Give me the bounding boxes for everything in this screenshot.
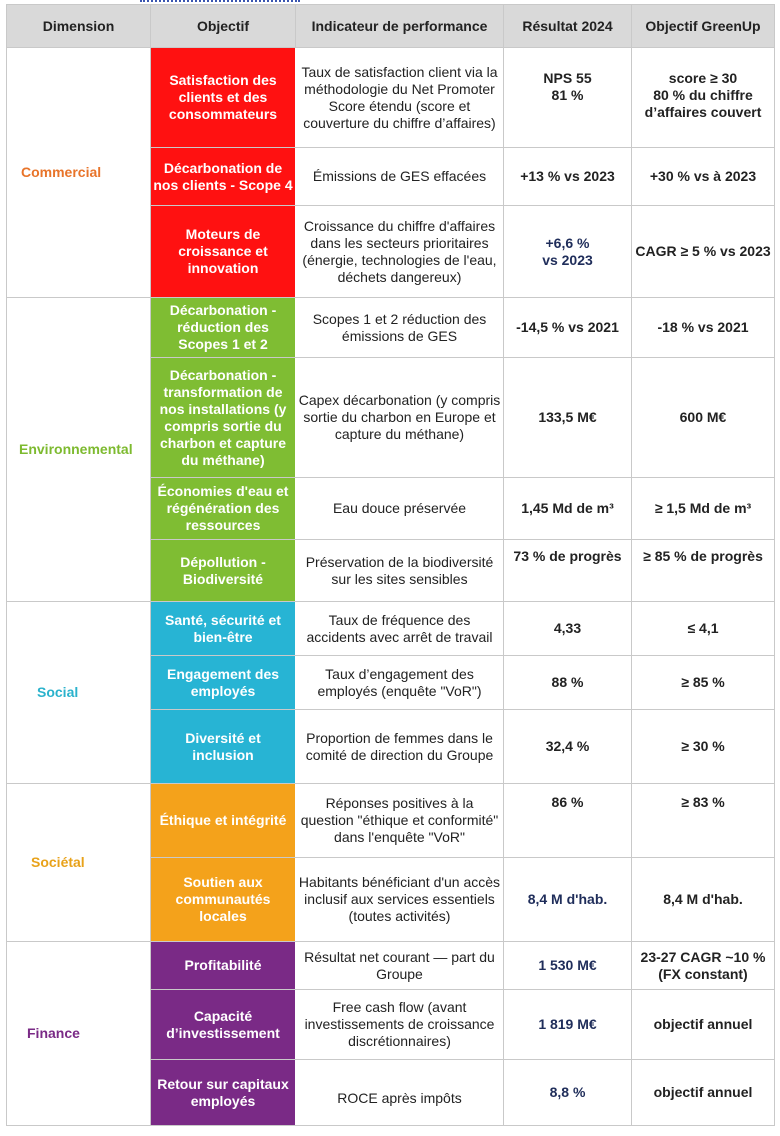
resultat-cell: -14,5 % vs 2021 bbox=[504, 298, 632, 358]
resultat-cell: 1,45 Md de m³ bbox=[504, 478, 632, 540]
greenup-cell: score ≥ 30 80 % du chiffre d’affaires couvert bbox=[632, 48, 775, 148]
indicateur-cell: Taux de fréquence des accidents avec arrêt de travail bbox=[296, 602, 504, 656]
resultat-cell: +13 % vs 2023 bbox=[504, 148, 632, 206]
greenup-cell: 8,4 M d'hab. bbox=[632, 858, 775, 942]
objectif-cell: Engagement des employés bbox=[151, 656, 296, 710]
indicateur-cell: Free cash flow (avant investissements de croissance discrétionnaires) bbox=[296, 990, 504, 1060]
greenup-cell: +30 % vs à 2023 bbox=[632, 148, 775, 206]
greenup-cell: CAGR ≥ 5 % vs 2023 bbox=[632, 206, 775, 298]
greenup-cell: ≥ 30 % bbox=[632, 710, 775, 784]
objectif-cell: Retour sur capitaux employés bbox=[151, 1060, 296, 1126]
table-row bbox=[7, 48, 775, 148]
table-row bbox=[7, 784, 775, 858]
greenup-cell: objectif annuel bbox=[632, 1060, 775, 1126]
objectif-cell: Capacité d’investissement bbox=[151, 990, 296, 1060]
indicateur-cell: ROCE après impôts bbox=[296, 1060, 504, 1126]
indicateur-cell: Résultat net courant — part du Groupe bbox=[296, 942, 504, 990]
objectif-cell: Décarbonation - réduction des Scopes 1 et 2 bbox=[151, 298, 296, 358]
greenup-cell: ≥ 85 % de progrès bbox=[632, 540, 775, 602]
header-resultat: Résultat 2024 bbox=[504, 5, 632, 48]
resultat-cell: NPS 55 81 % bbox=[504, 48, 632, 148]
greenup-cell: ≥ 1,5 Md de m³ bbox=[632, 478, 775, 540]
resultat-cell: 86 % bbox=[504, 784, 632, 858]
objectif-cell: Soutien aux communautés locales bbox=[151, 858, 296, 942]
indicateur-cell: Habitants bénéficiant d'un accès inclusif aux services essentiels (toutes activités) bbox=[296, 858, 504, 942]
resultat-cell: 8,4 M d'hab. bbox=[504, 858, 632, 942]
dimension-environnemental: Environnemental bbox=[7, 298, 151, 602]
indicateur-cell: Croissance du chiffre d'affaires dans les secteurs prioritaires (énergie, technologies de l'eau, déchets dangereux) bbox=[296, 206, 504, 298]
resultat-cell: 4,33 bbox=[504, 602, 632, 656]
header-indicateur: Indicateur de performance bbox=[296, 5, 504, 48]
indicateur-cell: Préservation de la biodiversité sur les sites sensibles bbox=[296, 540, 504, 602]
objectif-cell: Économies d'eau et régénération des ressources bbox=[151, 478, 296, 540]
header-dimension: Dimension bbox=[7, 5, 151, 48]
greenup-cell: ≥ 83 % bbox=[632, 784, 775, 858]
header-greenup: Objectif GreenUp bbox=[632, 5, 775, 48]
objectif-cell: Santé, sécurité et bien-être bbox=[151, 602, 296, 656]
objectif-cell: Dépollution - Biodiversité bbox=[151, 540, 296, 602]
table-row bbox=[7, 298, 775, 358]
header-objectif: Objectif bbox=[151, 5, 296, 48]
table-row bbox=[7, 602, 775, 656]
indicateur-cell: Eau douce préservée bbox=[296, 478, 504, 540]
greenup-cell: 600 M€ bbox=[632, 358, 775, 478]
objectif-cell: Diversité et inclusion bbox=[151, 710, 296, 784]
performance-table bbox=[6, 4, 775, 1126]
objectif-cell: Décarbonation de nos clients - Scope 4 bbox=[151, 148, 296, 206]
greenup-cell: 23-27 CAGR ~10 % (FX constant) bbox=[632, 942, 775, 990]
dimension-finance: Finance bbox=[7, 942, 151, 1126]
header-row bbox=[7, 5, 775, 48]
indicateur-cell: Capex décarbonation (y compris sortie du charbon en Europe et capture du méthane) bbox=[296, 358, 504, 478]
resultat-cell: +6,6 % vs 2023 bbox=[504, 206, 632, 298]
indicateur-cell: Proportion de femmes dans le comité de direction du Groupe bbox=[296, 710, 504, 784]
objectif-cell: Profitabilité bbox=[151, 942, 296, 990]
greenup-cell: -18 % vs 2021 bbox=[632, 298, 775, 358]
table-row bbox=[7, 942, 775, 990]
dimension-societal: Sociétal bbox=[7, 784, 151, 942]
objectif-cell: Décarbonation - transformation de nos installations (y compris sortie du charbon et capture du méthane) bbox=[151, 358, 296, 478]
objectif-cell: Satisfaction des clients et des consommateurs bbox=[151, 48, 296, 148]
greenup-cell: ≤ 4,1 bbox=[632, 602, 775, 656]
dimension-commercial: Commercial bbox=[7, 48, 151, 298]
resultat-cell: 32,4 % bbox=[504, 710, 632, 784]
resultat-cell: 88 % bbox=[504, 656, 632, 710]
resultat-cell: 1 819 M€ bbox=[504, 990, 632, 1060]
indicateur-cell: Scopes 1 et 2 réduction des émissions de GES bbox=[296, 298, 504, 358]
indicateur-cell: Émissions de GES effacées bbox=[296, 148, 504, 206]
resultat-cell: 8,8 % bbox=[504, 1060, 632, 1126]
greenup-cell: ≥ 85 % bbox=[632, 656, 775, 710]
indicateur-cell: Taux de satisfaction client via la méthodologie du Net Promoter Score étendu (score et couverture du chiffre d’affaires) bbox=[296, 48, 504, 148]
resultat-cell: 133,5 M€ bbox=[504, 358, 632, 478]
indicateur-cell: Réponses positives à la question "éthique et conformité" dans l'enquête "VoR" bbox=[296, 784, 504, 858]
resultat-cell: 73 % de progrès bbox=[504, 540, 632, 602]
greenup-cell: objectif annuel bbox=[632, 990, 775, 1060]
resultat-cell: 1 530 M€ bbox=[504, 942, 632, 990]
indicateur-cell: Taux d’engagement des employés (enquête "VoR") bbox=[296, 656, 504, 710]
objectif-cell: Moteurs de croissance et innovation bbox=[151, 206, 296, 298]
dimension-social: Social bbox=[7, 602, 151, 784]
objectif-cell: Éthique et intégrité bbox=[151, 784, 296, 858]
